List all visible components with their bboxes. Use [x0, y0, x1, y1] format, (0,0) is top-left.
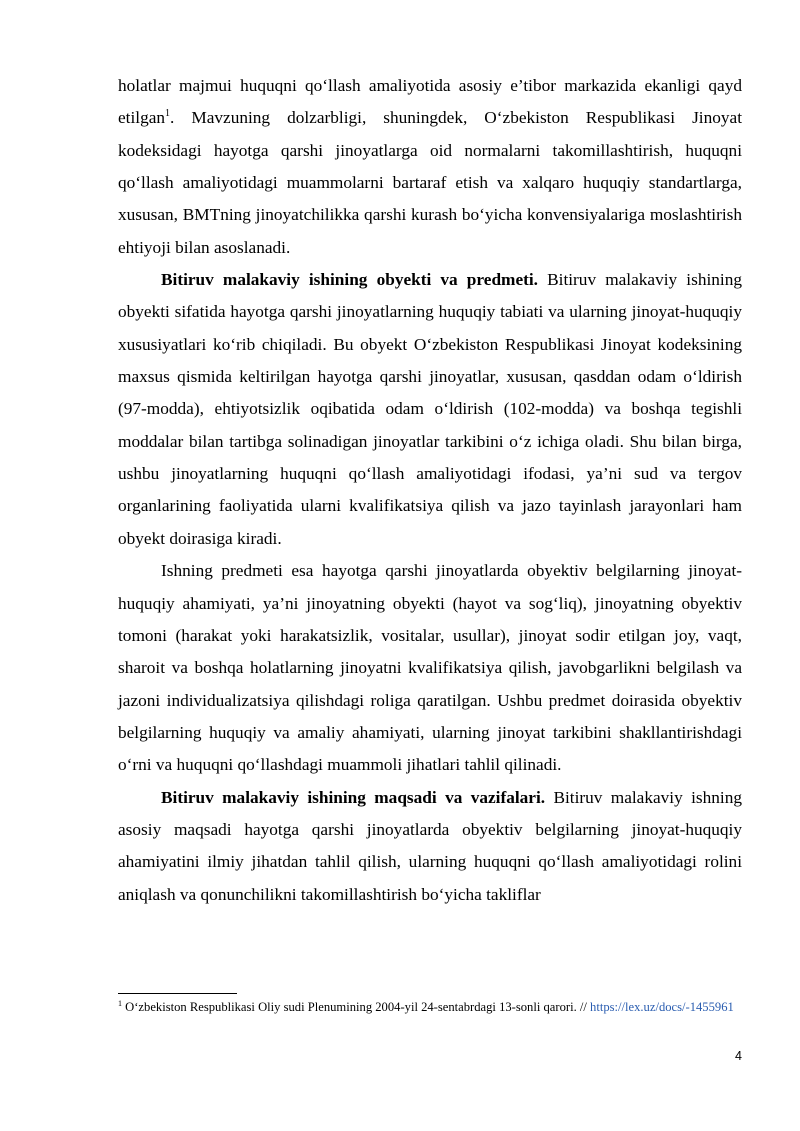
paragraph-heading: Bitiruv malakaviy ishining maqsadi va vazifalari. — [161, 787, 546, 807]
paragraph-goal-tasks — [118, 782, 742, 911]
paragraph-text: Bitiruv malakaviy ishining obyekti sifatida hayotga qarshi jinoyatlarning huquqiy tabiati va ularning jinoyat-huquqiy xususiyatlari ko‘rib chiqiladi. Bu obyekt O‘zbekiston Respublikasi Jinoyat kodeksining maxsus qismida keltirilgan hayotga qarshi jinoyatlar, xususan, qasddan odam o‘ldirish (97-modda), ehtiyotsizlik oqibatida odam o‘ldirish (102-modda) va boshqa tegishli moddalar bilan tartibga solinadigan jinoyatlar tarkibini o‘z ichiga oladi. Shu bilan birga, ushbu jinoyatlarning huquqni qo‘llash amaliyotidagi ifodasi, ya’ni sud va tergov organlarining faoliyatida ularni kvalifikatsiya qilish va jazo tayinlash jarayonlari ham obyekt doirasiga kiradi. — [118, 270, 742, 548]
paragraph-text: Bitiruv malakaviy ishning asosiy maqsadi hayotga qarshi jinoyatlarda obyektiv belgilarning jinoyat-huquqiy ahamiyatini ilmiy jihatdan tahlil qilish, ularning huquqni qo‘llash amaliyotidagi rolini aniqlash va qonunchilikni takomillashtirish bo‘yicha takliflar — [118, 787, 742, 904]
paragraph-text: holatlar majmui huquqni qo‘llash amaliyotida asosiy e’tibor markazida ekanligi qayd etilgan — [118, 76, 742, 128]
paragraph-intro-continuation — [118, 70, 742, 264]
paragraph-text: Ishning predmeti esa hayotga qarshi jinoyatlarda obyektiv belgilarning jinoyat-huquqiy ahamiyati, ya’ni jinoyatning obyekti (hayot va sog‘liq), jinoyatning obyektiv tomoni (harakat yoki harakatsizlik, vositalar, usullar), jinoyat sodir etilgan joy, vaqt, sharoit va boshqa holatlarning jinoyatni kvalifikatsiya qilish, javobgarlikni belgilash va jazoni individualizatsiya qilishdagi roliga qaratilgan. Ushbu predmet doirasida obyektiv belgilarning huquqiy va amaliy ahamiyati, ularning jinoyat tarkibini shakllantirishdagi o‘rni va huquqni qo‘llashdagi muammoli jihatlari tahlil qilinadi. — [118, 561, 742, 775]
footnote-separator — [118, 993, 237, 994]
footnote-link[interactable]: https://lex.uz/docs/-1455961 — [590, 1000, 734, 1014]
paragraph-subject-detail — [118, 555, 742, 781]
footnote-reference[interactable]: 1 — [165, 108, 171, 120]
footnote-text: O‘zbekiston Respublikasi Oliy sudi Plenumining 2004-yil 24-sentabrdagi 13-sonli qarori. // — [122, 1000, 591, 1014]
paragraph-text: . Mavzuning dolzarbligi, shuningdek, O‘zbekiston Respublikasi Jinoyat kodeksidagi hayotga qarshi jinoyatlarga oid normalarni takomillashtirish, huquqni qo‘llash amaliyotidagi muammolarni bartaraf etish va xalqaro huquqiy standartlarga, xususan, BMTning jinoyatchilikka qarshi kurash bo‘yicha konvensiyalariga moslashtirish ehtiyoji bilan asoslanadi. — [118, 108, 742, 257]
document-body — [118, 70, 742, 911]
footnote — [118, 999, 742, 1016]
paragraph-object-subject — [118, 264, 742, 555]
footnote-number: 1 — [118, 998, 122, 1008]
paragraph-heading: Bitiruv malakaviy ishining obyekti va predmeti. — [161, 270, 538, 290]
page-number: 4 — [735, 1049, 742, 1063]
